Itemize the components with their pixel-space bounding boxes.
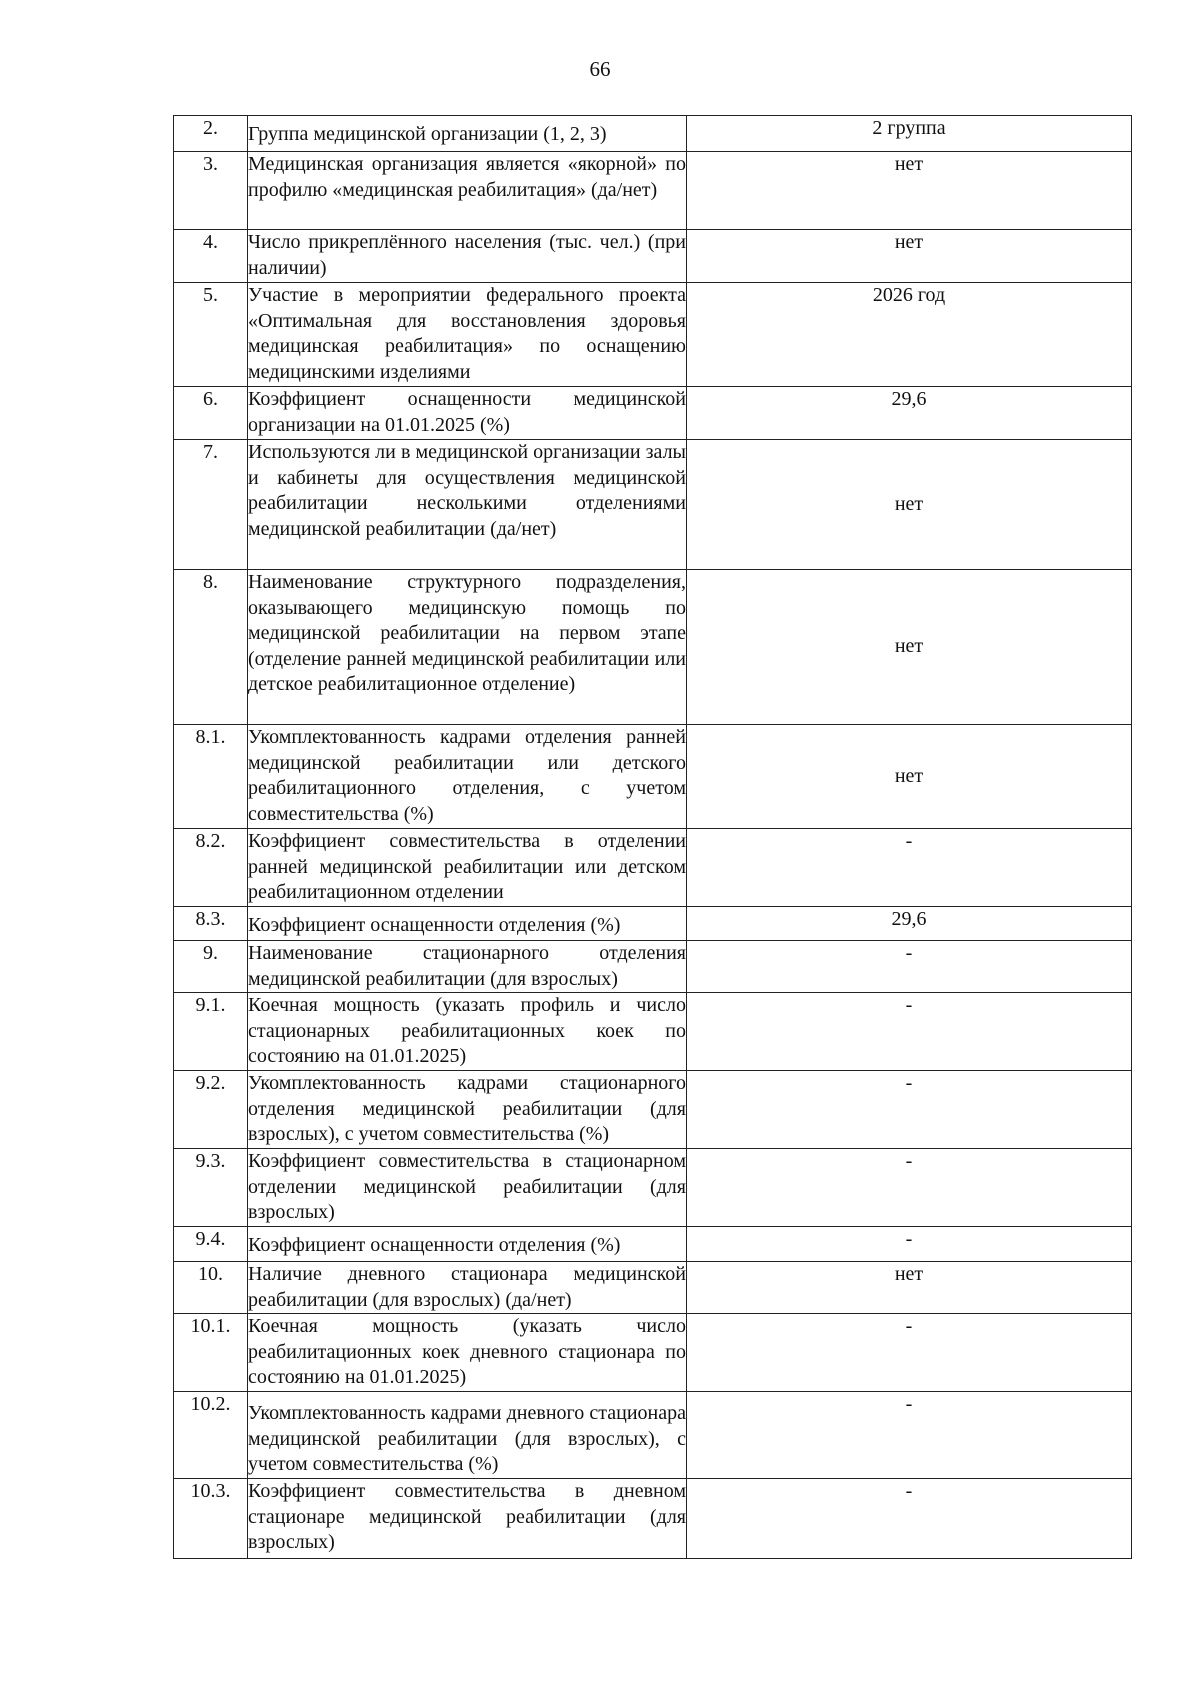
row-description: Укомплектованность кадрами дневного стационара медицинской реабилитации (для взрослых), с учетом совместительства (%) — [248, 1392, 687, 1479]
table-row — [174, 230, 1132, 283]
table-row — [174, 1149, 1132, 1227]
table-row — [174, 152, 1132, 230]
table-row — [174, 1071, 1132, 1149]
row-value: - — [687, 1392, 1132, 1479]
page-number: 66 — [589, 57, 611, 81]
row-number: 10.3. — [174, 1479, 248, 1559]
table-row — [174, 116, 1132, 152]
table-row — [174, 387, 1132, 440]
row-value: - — [687, 1314, 1132, 1392]
table-row — [174, 1392, 1132, 1479]
row-value: нет — [687, 230, 1132, 283]
table-row — [174, 829, 1132, 907]
row-number: 8.2. — [174, 829, 248, 907]
row-number: 8.1. — [174, 725, 248, 829]
row-number: 10. — [174, 1262, 248, 1314]
row-value: 29,6 — [687, 387, 1132, 440]
row-description: Коэффициент совместительства в отделении ранней медицинской реабилитации или детском реабилитационном отделении — [248, 829, 687, 907]
row-value: - — [687, 1149, 1132, 1227]
table-row — [174, 993, 1132, 1071]
row-value: - — [687, 1479, 1132, 1559]
row-description: Наименование стационарного отделения медицинской реабилитации (для взрослых) — [248, 941, 687, 993]
row-description: Наличие дневного стационара медицинской реабилитации (для взрослых) (да/нет) — [248, 1262, 687, 1314]
row-number: 9.3. — [174, 1149, 248, 1227]
row-number: 9.4. — [174, 1227, 248, 1262]
row-description: Участие в мероприятии федерального проекта «Оптимальная для восстановления здоровья медицинская реабилитация» по оснащению медицинскими изделиями — [248, 283, 687, 387]
row-number: 9.2. — [174, 1071, 248, 1149]
row-number: 7. — [174, 440, 248, 570]
row-number: 6. — [174, 387, 248, 440]
row-description: Коэффициент совместительства в стационарном отделении медицинской реабилитации (для взрослых) — [248, 1149, 687, 1227]
row-description: Группа медицинской организации (1, 2, 3) — [248, 116, 687, 152]
row-description: Используются ли в медицинской организации залы и кабинеты для осуществления медицинской реабилитации несколькими отделениями медицинской реабилитации (да/нет) — [248, 440, 687, 570]
row-number: 8. — [174, 570, 248, 725]
row-value: нет — [687, 1262, 1132, 1314]
row-number: 3. — [174, 152, 248, 230]
row-description: Коэффициент оснащенности отделения (%) — [248, 1227, 687, 1262]
row-number: 9. — [174, 941, 248, 993]
row-value: нет — [687, 152, 1132, 230]
row-value: 29,6 — [687, 907, 1132, 941]
row-value: нет — [687, 440, 1132, 570]
row-number: 9.1. — [174, 993, 248, 1071]
row-description: Наименование структурного подразделения, оказывающего медицинскую помощь по медицинской реабилитации на первом этапе (отделение ранней медицинской реабилитации или детское реабилитационное отделение) — [248, 570, 687, 725]
row-description: Число прикреплённого населения (тыс. чел.) (при наличии) — [248, 230, 687, 283]
table-row — [174, 1314, 1132, 1392]
row-value: нет — [687, 725, 1132, 829]
table-row — [174, 283, 1132, 387]
row-description: Коэффициент оснащенности отделения (%) — [248, 907, 687, 941]
row-value: - — [687, 993, 1132, 1071]
table-row — [174, 941, 1132, 993]
rehabilitation-table — [173, 115, 1132, 1559]
table-row — [174, 1479, 1132, 1559]
row-description: Укомплектованность кадрами отделения ранней медицинской реабилитации или детского реабилитационного отделения, с учетом совместительства (%) — [248, 725, 687, 829]
row-value: 2 группа — [687, 116, 1132, 152]
row-description: Коечная мощность (указать профиль и число стационарных реабилитационных коек по состоянию на 01.01.2025) — [248, 993, 687, 1071]
table-row — [174, 1262, 1132, 1314]
row-value: - — [687, 829, 1132, 907]
row-value: - — [687, 1227, 1132, 1262]
row-value: - — [687, 1071, 1132, 1149]
row-value: нет — [687, 570, 1132, 725]
row-description: Медицинская организация является «якорной» по профилю «медицинская реабилитация» (да/нет) — [248, 152, 687, 230]
row-number: 8.3. — [174, 907, 248, 941]
table-row — [174, 570, 1132, 725]
row-number: 10.2. — [174, 1392, 248, 1479]
table-row — [174, 725, 1132, 829]
row-number: 5. — [174, 283, 248, 387]
row-number: 4. — [174, 230, 248, 283]
table-row — [174, 1227, 1132, 1262]
row-value: 2026 год — [687, 283, 1132, 387]
row-description: Укомплектованность кадрами стационарного отделения медицинской реабилитации (для взрослых), с учетом совместительства (%) — [248, 1071, 687, 1149]
row-number: 2. — [174, 116, 248, 152]
row-value: - — [687, 941, 1132, 993]
row-description: Коэффициент совместительства в дневном стационаре медицинской реабилитации (для взрослых) — [248, 1479, 687, 1559]
table-row — [174, 440, 1132, 570]
row-number: 10.1. — [174, 1314, 248, 1392]
row-description: Коэффициент оснащенности медицинской организации на 01.01.2025 (%) — [248, 387, 687, 440]
row-description: Коечная мощность (указать число реабилитационных коек дневного стационара по состоянию на 01.01.2025) — [248, 1314, 687, 1392]
table-row — [174, 907, 1132, 941]
